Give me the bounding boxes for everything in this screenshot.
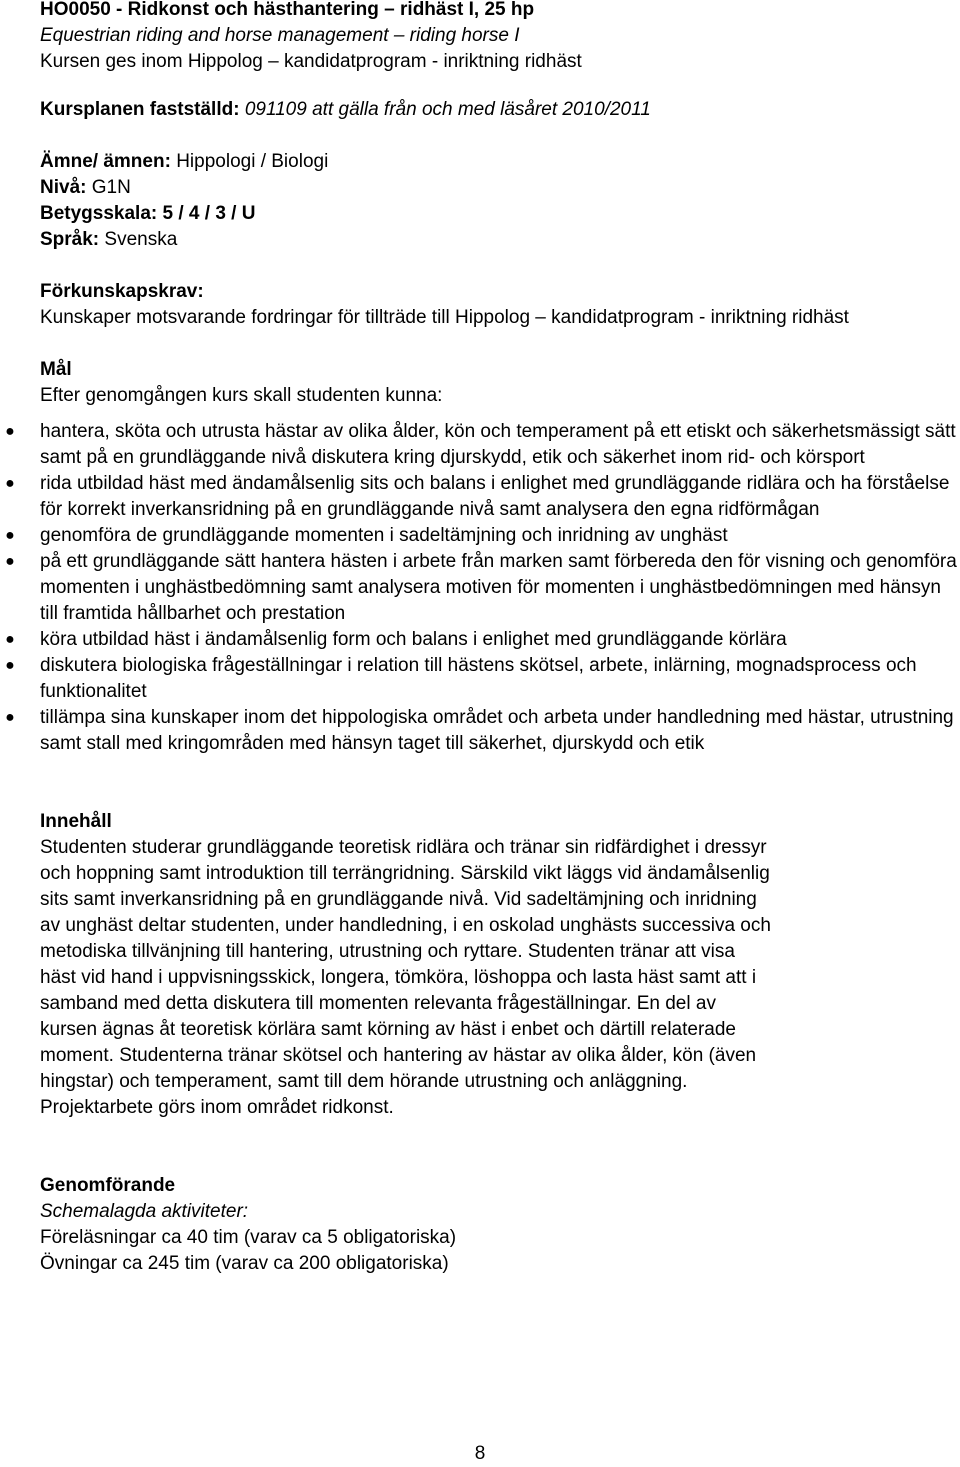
subject-label: Ämne/ ämnen: bbox=[40, 151, 171, 172]
language-line bbox=[40, 227, 958, 253]
bullet-icon: ● bbox=[5, 423, 15, 440]
program-line: Kursen ges inom Hippolog – kandidatprogram - inriktning ridhäst bbox=[40, 51, 582, 72]
level-value: G1N bbox=[86, 177, 131, 198]
bullet-icon: ● bbox=[5, 631, 15, 648]
subject-value: Hippologi / Biologi bbox=[170, 151, 329, 172]
goal-text: rida utbildad häst med ändamålsenlig sits och balans i enlighet med grundläggande ridlära och ha förståelse för korrekt inverkansridning på en grundläggande nivå samt analysera den egna ridförmågan bbox=[40, 473, 950, 520]
level-line bbox=[40, 175, 958, 201]
list-item bbox=[5, 523, 958, 549]
established-value: 091109 att gälla från och med läsåret 2010/2011 bbox=[239, 99, 651, 120]
content-line: metodiska tillvänjning till hantering, utrustning och ryttare. Studenten tränar att visa bbox=[40, 941, 735, 962]
implementation-heading: Genomförande bbox=[40, 1175, 176, 1196]
bullet-icon: ● bbox=[5, 475, 15, 492]
goal-text: diskutera biologiska frågeställningar i relation till hästens skötsel, arbete, inlärning, mognadsprocess och funktionalitet bbox=[40, 655, 917, 702]
content-line: Projektarbete görs inom området ridkonst. bbox=[40, 1097, 394, 1118]
bullet-icon: ● bbox=[5, 709, 15, 726]
bullet-icon: ● bbox=[5, 553, 15, 570]
implementation-line: Övningar ca 245 tim (varav ca 200 obligatoriska) bbox=[40, 1253, 449, 1274]
prerequisites-text: Kunskaper motsvarande fordringar för tillträde till Hippolog – kandidatprogram - inriktning ridhäst bbox=[40, 307, 849, 328]
prerequisites-heading: Förkunskapskrav: bbox=[40, 281, 204, 302]
goals-heading: Mål bbox=[40, 359, 72, 380]
content-line: moment. Studenterna tränar skötsel och hantering av hästar av olika ålder, kön (även bbox=[40, 1045, 757, 1066]
content-line: sits samt inverkansridning på en grundläggande nivå. Vid sadeltämjning och inridning bbox=[40, 889, 757, 910]
content-line: häst vid hand i uppvisningsskick, longera, tömköra, löshoppa och lasta häst samt att i bbox=[40, 967, 757, 988]
bullet-icon: ● bbox=[5, 527, 15, 544]
grading-line: Betygsskala: 5 / 4 / 3 / U bbox=[40, 203, 256, 224]
content-line: av unghäst deltar studenten, under handledning, i en oskolad unghästs successiva och bbox=[40, 915, 771, 936]
established-line bbox=[40, 97, 958, 123]
list-item bbox=[5, 653, 958, 705]
list-item bbox=[5, 471, 958, 523]
established-label: Kursplanen fastställd: bbox=[40, 99, 240, 120]
language-value: Svenska bbox=[99, 229, 178, 250]
goal-text: köra utbildad häst i ändamålsenlig form och balans i enlighet med grundläggande körlära bbox=[40, 629, 787, 650]
implementation-subheading: Schemalagda aktiviteter: bbox=[40, 1201, 249, 1222]
list-item bbox=[5, 549, 958, 627]
implementation-line: Föreläsningar ca 40 tim (varav ca 5 obligatoriska) bbox=[40, 1227, 457, 1248]
goal-text: tillämpa sina kunskaper inom det hippologiska området och arbeta under handledning med hästar, utrustning samt stall med kringområden med hänsyn taget till säkerhet, djurskydd och etik bbox=[40, 707, 954, 754]
list-item bbox=[5, 419, 958, 471]
course-title-english: Equestrian riding and horse management – riding horse I bbox=[40, 25, 520, 46]
goals-list bbox=[5, 419, 958, 757]
bullet-icon: ● bbox=[5, 657, 15, 674]
goal-text: på ett grundläggande sätt hantera hästen i arbete från marken samt förbereda den för visning och genomföra momenten i unghästbedömning samt analysera motiven för momenten i unghästbedömningen med hänsyn till framtida hållbarhet och prestation bbox=[40, 551, 957, 624]
goal-text: genomföra de grundläggande momenten i sadeltämjning och inridning av unghäst bbox=[40, 525, 728, 546]
list-item bbox=[5, 705, 958, 757]
content-line: Studenten studerar grundläggande teoretisk ridlära och tränar sin ridfärdighet i dressyr bbox=[40, 837, 767, 858]
subject-line bbox=[40, 149, 958, 175]
content-heading: Innehåll bbox=[40, 811, 112, 832]
language-label: Språk: bbox=[40, 229, 100, 250]
goals-intro: Efter genomgången kurs skall studenten kunna: bbox=[40, 385, 443, 406]
content-line: kursen ägnas åt teoretisk körlära samt körning av häst i enbet och därtill relaterade bbox=[40, 1019, 736, 1040]
level-label: Nivå: bbox=[40, 177, 87, 198]
content-line: samband med detta diskutera till momenten relevanta frågeställningar. En del av bbox=[40, 993, 716, 1014]
list-item bbox=[5, 627, 958, 653]
content-line: och hoppning samt introduktion till terrängridning. Särskild vikt läggs vid ändamålsenlig bbox=[40, 863, 770, 884]
page-number: 8 bbox=[474, 1443, 486, 1464]
goal-text: hantera, sköta och utrusta hästar av olika ålder, kön och temperament på ett etiskt och säkerhetsmässigt sätt samt på en grundläggande nivå diskutera kring djurskydd, etik och säkerhet inom rid- och körsport bbox=[40, 421, 956, 468]
course-title: HO0050 - Ridkonst och hästhantering – ridhäst I, 25 hp bbox=[40, 0, 535, 20]
content-line: hingstar) och temperament, samt till dem hörande utrustning och anläggning. bbox=[40, 1071, 688, 1092]
document-page bbox=[5, 0, 958, 1277]
